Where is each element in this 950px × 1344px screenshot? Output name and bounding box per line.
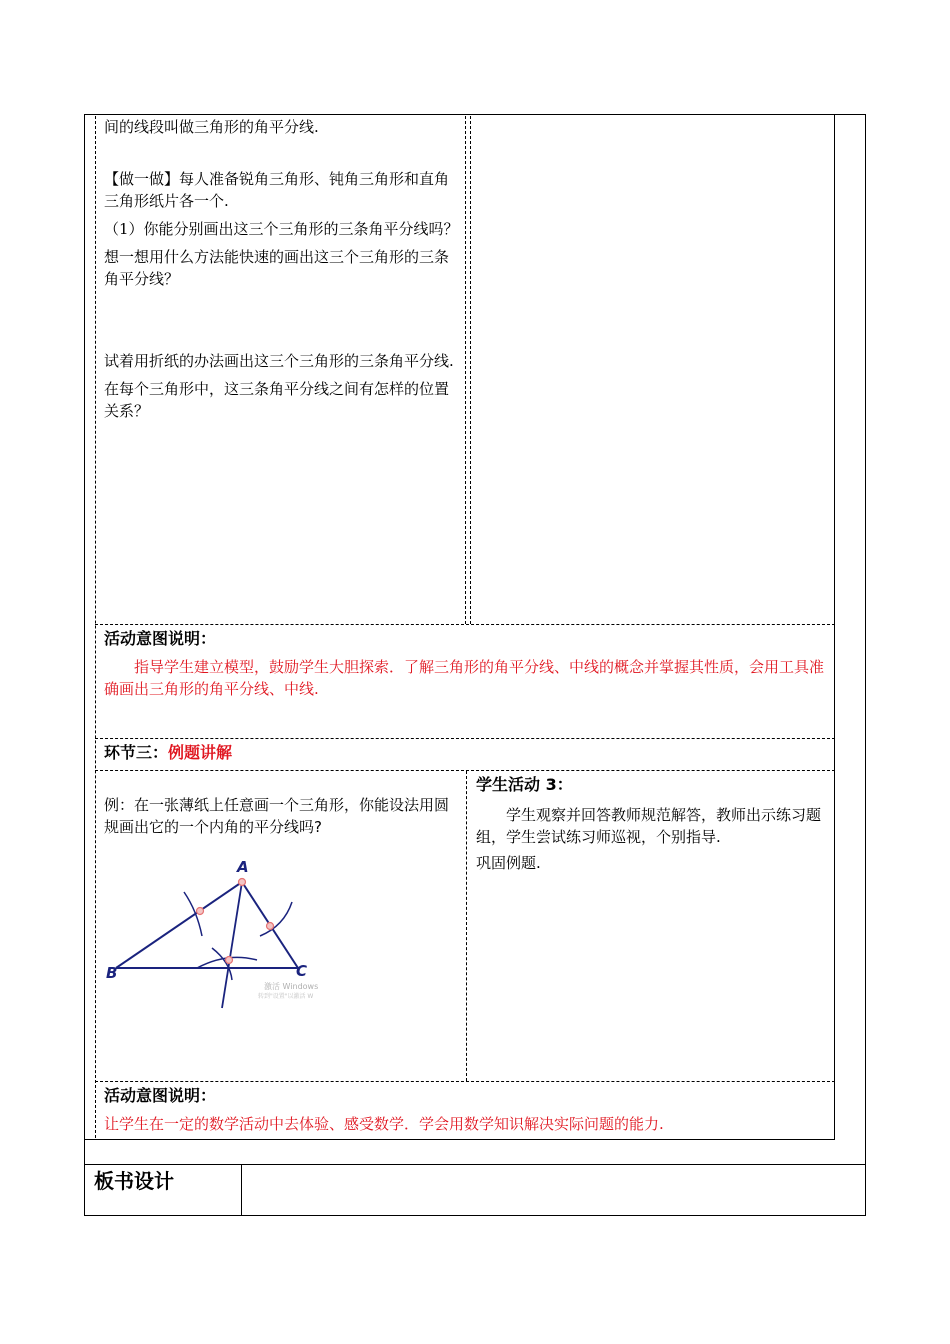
angle-bisector-figure — [102, 856, 342, 1016]
point-intersect — [226, 957, 233, 964]
section-3-label: 环节三： — [104, 743, 169, 762]
paragraph-2: 【做一做】每人准备锐角三角形、钝角三角形和直角三角形纸片各一个. — [104, 170, 450, 210]
point-a — [239, 879, 246, 886]
student-activity-text-2: 巩固例题. — [476, 854, 541, 872]
dash-middle-bottom — [466, 771, 467, 1081]
outer-border-right — [865, 114, 866, 1216]
outer-border-top — [84, 114, 866, 115]
dash-row-3 — [95, 770, 835, 771]
dash-middle-top — [465, 116, 466, 624]
student-activity-text: 学生观察并回答教师规范解答，教师出示练习题组，学生尝试练习师巡视，个别指导. — [476, 806, 822, 846]
arc-right — [260, 902, 292, 936]
bottom-block-border — [84, 1139, 835, 1140]
point-ac — [267, 923, 274, 930]
paragraph-3: （1）你能分别画出这三个三角形的三条角平分线吗？ — [104, 220, 459, 238]
board-design-label: 板书设计 — [94, 1169, 174, 1193]
outer-border-bottom — [84, 1215, 866, 1216]
label-b: B — [106, 964, 118, 982]
cell-left-text — [104, 116, 460, 428]
watermark-line-2: 转到"设置"以激活 W — [258, 993, 314, 1000]
intent-2-heading: 活动意图说明： — [104, 1086, 217, 1105]
section-3-header — [104, 742, 232, 764]
intent-1-heading: 活动意图说明： — [104, 629, 217, 648]
paragraph-5: 试着用折纸的办法画出这三个三角形的三条角平分线. — [104, 352, 454, 370]
board-top-border — [84, 1164, 866, 1165]
intent-2-text: 让学生在一定的数学活动中去体验、感受数学．学会用数学知识解决实际问题的能力. — [104, 1115, 664, 1133]
intent-1-text: 指导学生建立模型，鼓励学生大胆探索．了解三角形的角平分线、中线的概念并掌握其性质，会用工具准确画出三角形的角平分线、中线. — [104, 658, 825, 698]
section-3-title: 例题讲解 — [168, 743, 233, 762]
dash-row-1 — [95, 624, 835, 625]
paragraph-6: 在每个三角形中，这三条角平分线之间有怎样的位置关系？ — [104, 380, 450, 420]
point-ab — [197, 908, 204, 915]
student-activity-heading: 学生活动 3： — [476, 775, 573, 794]
board-divider — [241, 1164, 242, 1216]
dash-middle-top-2 — [470, 116, 471, 624]
paragraph-1: 间的线段叫做三角形的角平分线. — [104, 118, 319, 136]
side-ab — [116, 882, 242, 968]
watermark-line-1: 激活 Windows — [264, 982, 319, 991]
bisector-line — [222, 882, 242, 1008]
dash-left-outer — [95, 116, 96, 1138]
paragraph-4: 想一想用什么方法能快速的画出这三个三角形的三条角平分线？ — [104, 248, 450, 288]
dash-row-4 — [95, 1081, 835, 1082]
label-c: C — [296, 962, 308, 980]
inner-right-border — [834, 114, 835, 1140]
label-a: A — [237, 858, 249, 876]
outer-border-left — [84, 114, 85, 1216]
dash-row-2 — [95, 738, 835, 739]
example-text: 例：在一张薄纸上任意画一个三角形，你能设法用圆规画出它的一个内角的平分线吗? — [104, 796, 450, 836]
